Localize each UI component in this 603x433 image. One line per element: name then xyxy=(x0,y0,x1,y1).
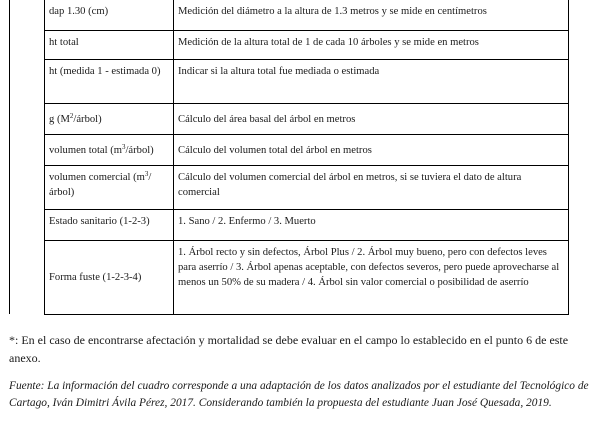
field-cell: volumen comercial $(m^3/árbol)$ xyxy=(45,165,174,209)
variables-table xyxy=(9,0,569,315)
table-row xyxy=(10,30,569,59)
field-cell: volumen total $(m^3/árbol)$ xyxy=(45,134,174,165)
description-cell: Medición de la altura total de 1 de cada 10 árboles y se mide en metros xyxy=(174,30,569,59)
table-row xyxy=(10,240,569,314)
field-cell: g $(M^2/árbol)$ xyxy=(45,103,174,134)
table-row xyxy=(10,0,569,30)
table-row xyxy=(10,59,569,103)
table-row xyxy=(10,103,569,134)
description-cell: Medición del diámetro a la altura de 1.3 metros y se mide en centímetros xyxy=(174,0,569,30)
table-row xyxy=(10,165,569,209)
table-row xyxy=(10,209,569,240)
field-cell: ht (medida 1 - estimada 0) xyxy=(45,59,174,103)
field-cell: ht total xyxy=(45,30,174,59)
description-cell: Cálculo del volumen comercial del árbol en metros, si se tuviera el dato de altura comercial xyxy=(174,165,569,209)
table-row xyxy=(10,134,569,165)
footnote: *: En el caso de encontrarse afectación y mortalidad se debe evaluar en el campo lo establecido en el punto 6 de este anexo. xyxy=(9,333,569,365)
source-note: Fuente: La información del cuadro corresponde a una adaptación de los datos analizados por el estudiante del Tecnológico de Cartago, Iván Dimitri Ávila Pérez, 2017. Considerando también la propuesta del estudiante Juan José Quesada, 2019. xyxy=(9,380,589,409)
field-cell: Estado sanitario (1-2-3) xyxy=(45,209,174,240)
description-cell: 1. Árbol recto y sin defectos, Árbol Plus / 2. Árbol muy bueno, pero con defectos leves para aserrío / 3. Árbol apenas aceptable, con defectos severos, pero puede aprovecharse al menos un 50% de su madera / 4. Árbol sin valor comercial o posibilidad de aserrío xyxy=(174,240,569,314)
description-cell: Cálculo del área basal del árbol en metros xyxy=(174,103,569,134)
field-cell: Forma fuste (1-2-3-4) xyxy=(45,240,174,314)
description-cell: Indicar si la altura total fue mediada o estimada xyxy=(174,59,569,103)
description-cell: Cálculo del volumen total del árbol en metros xyxy=(174,134,569,165)
description-cell: 1. Sano / 2. Enfermo / 3. Muerto xyxy=(174,209,569,240)
field-cell: dap 1.30 (cm) xyxy=(45,0,174,30)
